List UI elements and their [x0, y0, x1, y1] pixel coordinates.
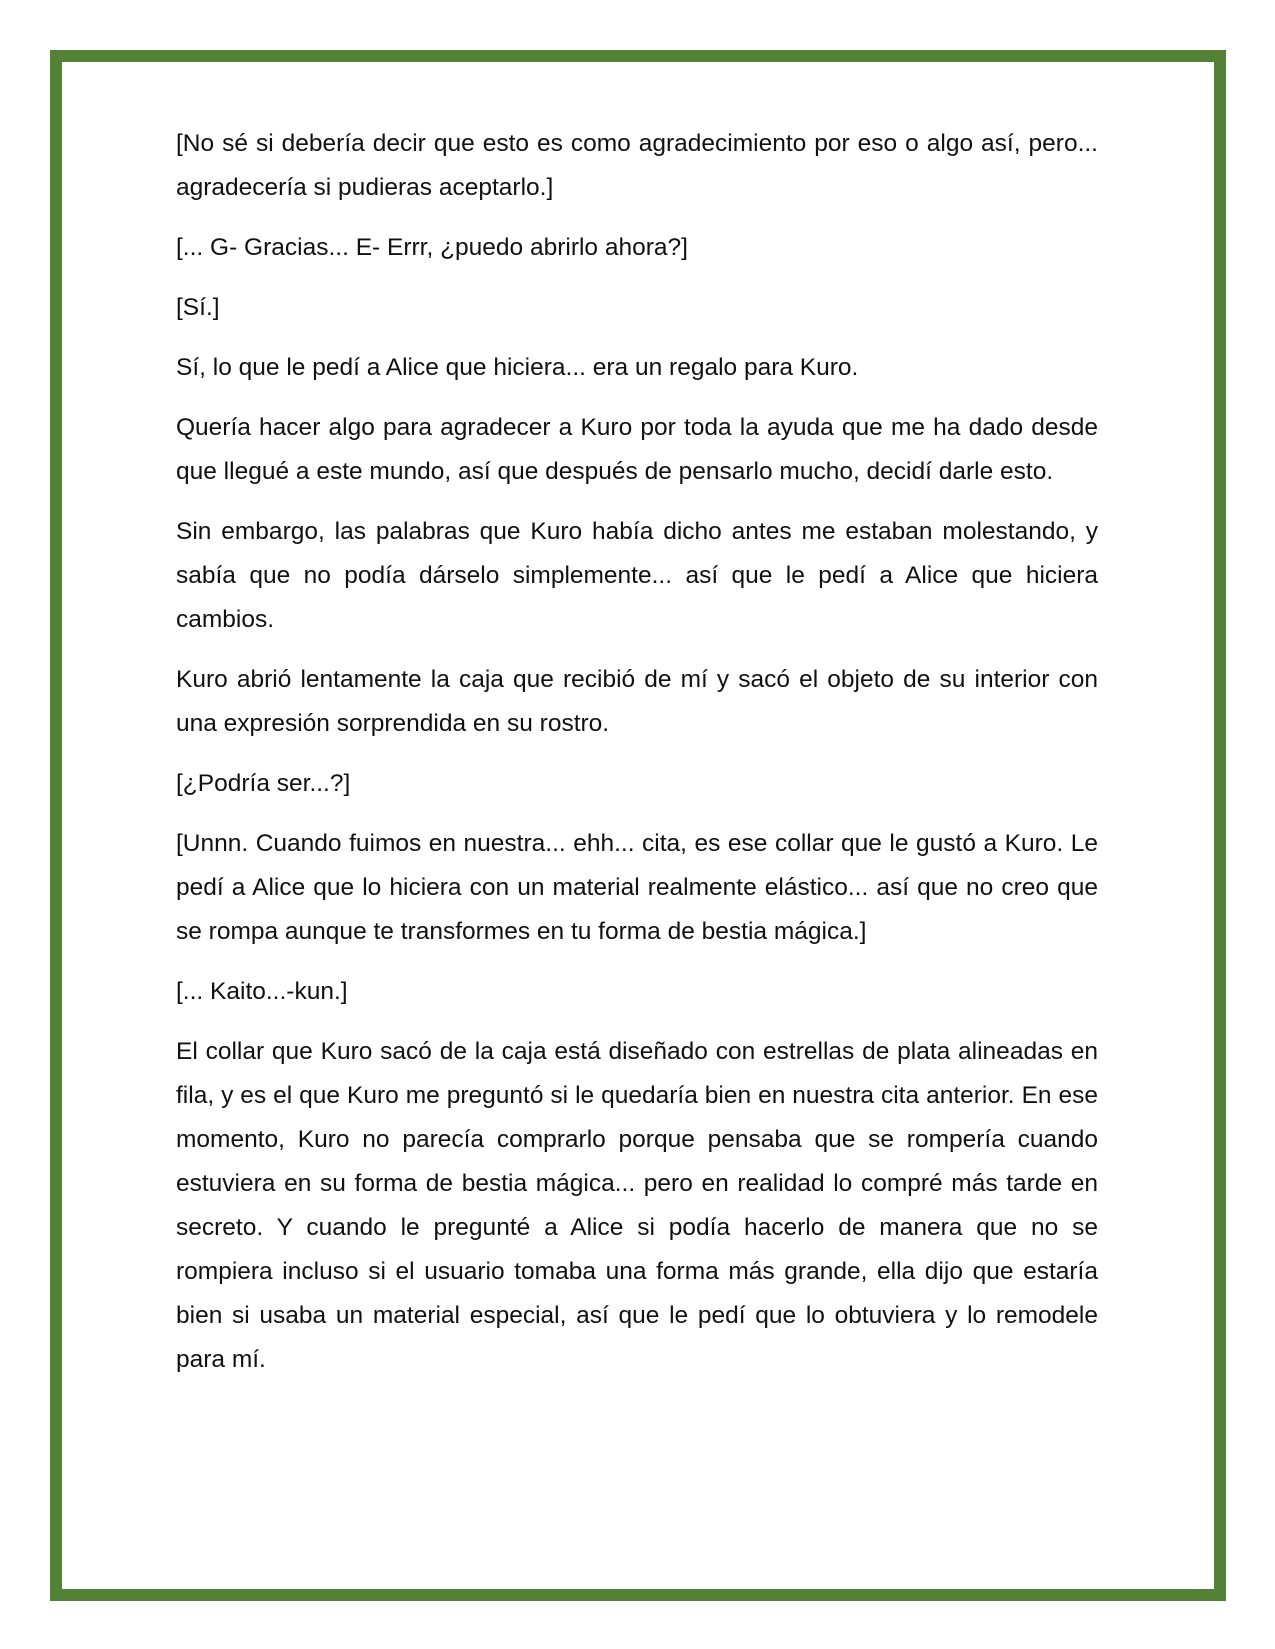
paragraph-11: El collar que Kuro sacó de la caja está diseñado con estrellas de plata alineadas en fila, y es el que Kuro me preguntó si le quedaría bien en nuestra cita anterior. En ese momento, Kuro no parecía comprarlo porque pensaba que se rompería cuando estuviera en su forma de bestia mágica... pero en realidad lo compré más tarde en secreto. Y cuando le pregunté a Alice si podía hacerlo de manera que no se rompiera incluso si el usuario tomaba una forma más grande, ella dijo que estaría bien si usaba un material especial, así que le pedí que lo obtuviera y lo remodele para mí.	[176, 1038, 1098, 1373]
paragraph-5: Quería hacer algo para agradecer a Kuro por toda la ayuda que me ha dado desde que llegué a este mundo, así que después de pensarlo mucho, decidí darle esto.	[176, 414, 1098, 485]
paragraph-3: [Sí.]	[176, 294, 220, 321]
paragraph-4: Sí, lo que le pedí a Alice que hiciera... era un regalo para Kuro.	[176, 354, 859, 381]
document-body	[176, 122, 1098, 1398]
paragraph-8: [¿Podría ser...?]	[176, 770, 351, 797]
paragraph-9: [Unnn. Cuando fuimos en nuestra... ehh... cita, es ese collar que le gustó a Kuro. Le pedí a Alice que lo hiciera con un material realmente elástico... así que no creo que se rompa aunque te transformes en tu forma de bestia mágica.]	[176, 830, 1098, 945]
paragraph-7: Kuro abrió lentamente la caja que recibió de mí y sacó el objeto de su interior con una expresión sorprendida en su rostro.	[176, 666, 1098, 737]
paragraph-2: [... G- Gracias... E- Errr, ¿puedo abrirlo ahora?]	[176, 234, 688, 261]
paragraph-1: [No sé si debería decir que esto es como agradecimiento por eso o algo así, pero... agradecería si pudieras aceptarlo.]	[176, 130, 1098, 201]
paragraph-6: Sin embargo, las palabras que Kuro había dicho antes me estaban molestando, y sabía que no podía dárselo simplemente... así que le pedí a Alice que hiciera cambios.	[176, 518, 1098, 633]
paragraph-10: [... Kaito...-kun.]	[176, 978, 348, 1005]
